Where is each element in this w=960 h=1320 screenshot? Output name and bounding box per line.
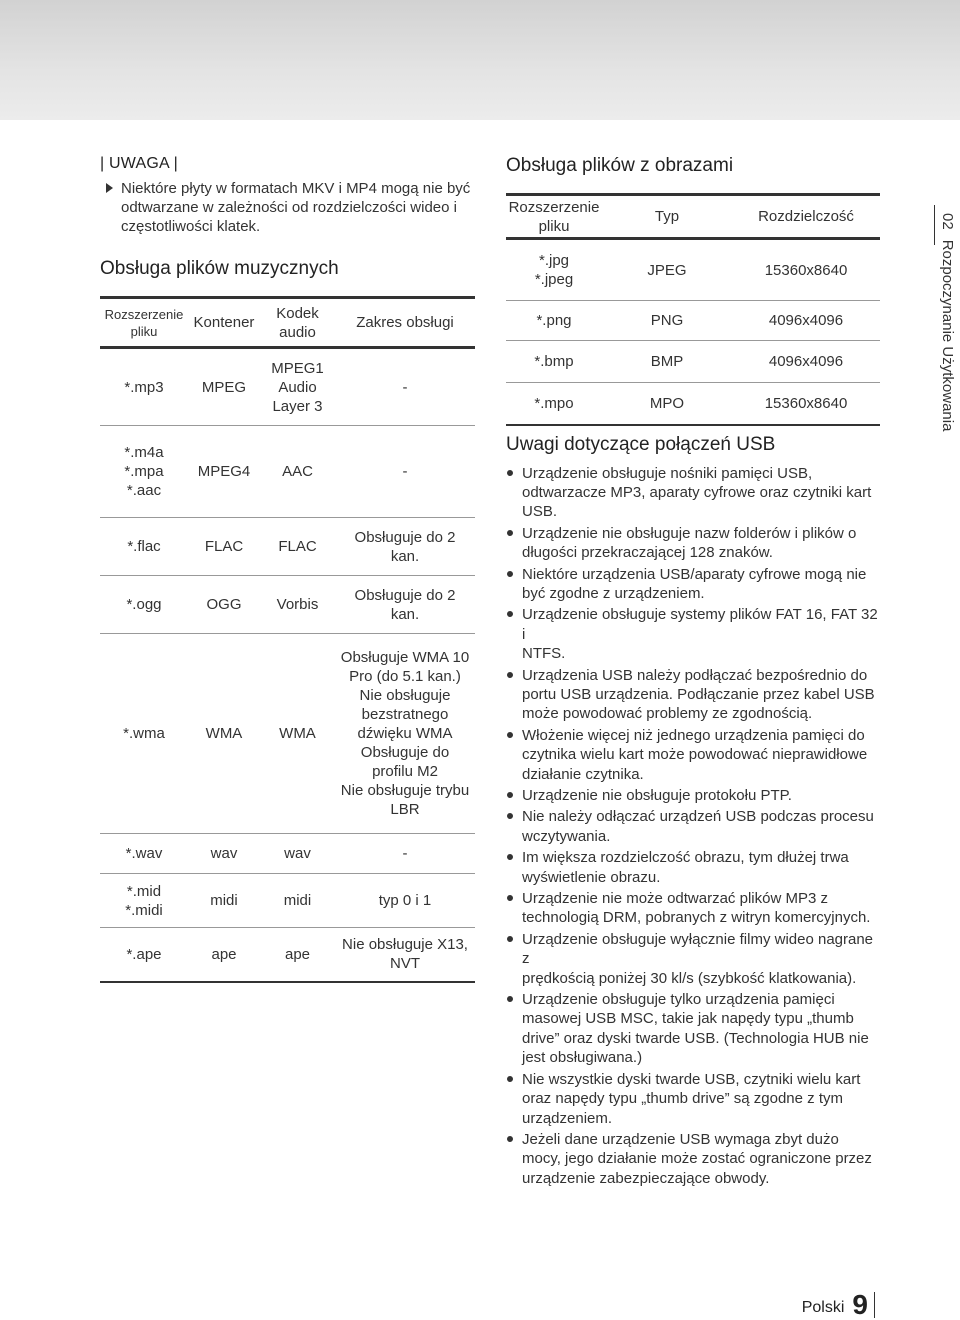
cell-extension-line: *.m4a: [124, 444, 164, 461]
usb-note-line: Nie należy odłączać urządzeń USB podczas procesu: [522, 808, 874, 826]
music-section-title: Obsługa plików muzycznych: [100, 258, 339, 279]
bullet-icon: [507, 895, 513, 901]
music-row: [100, 426, 475, 518]
cell-range: [335, 426, 475, 518]
side-label: [939, 213, 956, 431]
header-range: Zakres obsługi: [356, 314, 454, 331]
note-heading-text: UWAGA: [109, 155, 169, 172]
cell-range: [335, 576, 475, 634]
cell-container: WMA: [205, 725, 243, 742]
usb-note-line: długości przekraczającej 128 znaków.: [522, 544, 773, 562]
triangle-bullet-icon: [106, 183, 113, 193]
cell-extension: [100, 834, 188, 874]
usb-note-item: [506, 1130, 880, 1188]
note-line: Niektóre płyty w formatach MKV i MP4 mogą nie być: [121, 180, 471, 197]
cell-resolution: 15360x8640: [764, 261, 848, 279]
cell-codec-line: Audio: [278, 378, 317, 396]
bullet-icon: [507, 813, 513, 819]
cell-extension-line: *.ape: [126, 945, 162, 963]
music-table-header: [100, 298, 475, 348]
usb-note-line: masowej USB MSC, takie jak napędy typu „thumb: [522, 1010, 854, 1028]
header-text: Rozszerzenie: [508, 198, 600, 216]
bullet-icon: [507, 854, 513, 860]
cell-extension-line: *.mpo: [534, 394, 574, 412]
cell-range: [335, 928, 475, 982]
cell-resolution: 4096x4096: [768, 353, 844, 370]
usb-note-line: wczytywania.: [522, 827, 611, 845]
usb-note-line: Urządzenie nie może odtwarzać plików MP3 z: [522, 890, 828, 908]
right-column: [506, 155, 880, 1190]
cell-extension: [100, 348, 188, 426]
usb-note-item: [506, 786, 880, 805]
cell-codec: [260, 834, 335, 874]
image-table-header: [506, 195, 880, 239]
usb-note-item: [506, 1070, 880, 1128]
bullet-icon: [507, 672, 513, 678]
cell-range-line: NVT: [390, 955, 420, 973]
cell-extension-line: *.mp3: [124, 378, 164, 396]
cell-range-line: typ 0 i 1: [378, 892, 432, 909]
page-footer: [801, 1289, 875, 1320]
header-resolution: Rozdzielczość: [758, 208, 854, 225]
cell-extension: [100, 634, 188, 834]
chapter-title: Rozpoczynanie Użytkowania: [939, 239, 956, 432]
usb-note-item: [506, 848, 880, 887]
cell-range-line: kan.: [390, 605, 420, 623]
note-heading: | UWAGA |: [100, 155, 178, 172]
cell-range-line: dźwięku WMA: [357, 725, 453, 742]
header-text: pliku: [538, 217, 570, 235]
cell-resolution: 15360x8640: [764, 394, 848, 412]
usb-note-line: Urządzenie nie obsługuje nazw folderów i plików o: [522, 524, 857, 542]
usb-note-item: [506, 930, 880, 988]
cell-range-line: -: [402, 845, 408, 862]
usb-note-line: Jeżeli dane urządzenie USB wymaga zbyt dużo: [522, 1130, 839, 1148]
music-row: [100, 634, 475, 834]
usb-note-line: czytnika wielu kart może powodować nieprawidłowe: [522, 746, 868, 764]
image-row: [506, 239, 880, 301]
usb-note-line: wyświetlenie obrazu.: [522, 868, 661, 886]
cell-range-line: kan.: [390, 547, 420, 565]
cell-range-line: Nie obsługuje: [359, 687, 451, 704]
cell-codec-line: FLAC: [278, 538, 317, 555]
cell-container: midi: [210, 892, 238, 909]
cell-codec-line: MPEG1: [271, 359, 324, 377]
cell-range-line: Nie obsługuje trybu: [340, 782, 470, 799]
cell-codec-line: WMA: [279, 725, 316, 742]
usb-note-line: USB.: [522, 503, 558, 521]
usb-note-line: urządzeniem.: [522, 1109, 613, 1127]
header-extension: [506, 195, 602, 239]
music-row: [100, 928, 475, 982]
header-codec: [260, 298, 335, 348]
cell-codec: [260, 634, 335, 834]
header-extension: [100, 298, 188, 348]
image-row: [506, 383, 880, 425]
cell-extension: [100, 874, 188, 928]
cell-codec-line: midi: [283, 892, 312, 909]
cell-extension-line: *.flac: [127, 538, 161, 555]
cell-range-line: Pro (do 5.1 kan.): [349, 668, 461, 685]
cell-codec-line: Vorbis: [276, 596, 319, 613]
usb-note-line: może powodować problemy ze zgodnością.: [522, 705, 813, 723]
cell-range-line: -: [402, 378, 408, 396]
cell-range-line: -: [402, 463, 408, 480]
usb-note-line: działanie czytnika.: [522, 765, 644, 783]
chapter-side-tab: [920, 205, 960, 485]
cell-range: [335, 874, 475, 928]
header-text: Rozszerzenie: [104, 306, 184, 322]
usb-note-line: Urządzenie obsługuje nośniki pamięci USB,: [522, 464, 813, 482]
image-row: [506, 341, 880, 383]
side-divider: [934, 205, 935, 245]
note-text: [100, 179, 475, 236]
usb-note-line: Włożenie więcej niż jednego urządzenia pamięci do: [522, 726, 865, 744]
cell-extension-line: *.midi: [125, 901, 163, 919]
cell-range: [335, 348, 475, 426]
cell-codec-line: ape: [284, 945, 311, 963]
usb-note-line: Urządzenie nie obsługuje protokołu PTP.: [522, 787, 792, 804]
cell-range-line: Nie obsługuje X13,: [342, 936, 468, 954]
usb-note-item: [506, 807, 880, 846]
header-text: pliku: [130, 323, 158, 339]
music-row: [100, 874, 475, 928]
usb-note-line: Urządzenie obsługuje systemy plików FAT 16, FAT 32 i: [522, 606, 878, 643]
music-row: [100, 348, 475, 426]
cell-codec: [260, 874, 335, 928]
header-container: Kontener: [193, 314, 255, 331]
cell-extension-line: *.bmp: [534, 353, 574, 370]
usb-note-line: Urządzenie obsługuje wyłącznie filmy wideo nagrane z: [522, 930, 874, 968]
chapter-number: 02: [939, 213, 956, 230]
cell-container: MPEG: [201, 378, 247, 396]
cell-type: BMP: [650, 353, 684, 370]
music-row: [100, 518, 475, 576]
cell-resolution: 4096x4096: [768, 312, 844, 329]
bullet-icon: [507, 936, 513, 942]
cell-container: wav: [210, 845, 238, 862]
usb-note-item: [506, 565, 880, 604]
cell-container: MPEG4: [197, 463, 251, 480]
usb-note-line: mocy, jego działanie może zostać ograniczone przez: [522, 1150, 872, 1168]
bullet-icon: [507, 1136, 513, 1142]
usb-notes-list: [506, 464, 880, 1189]
cell-range-line: Obsługuje do: [360, 744, 450, 761]
cell-extension-line: *.wav: [125, 845, 163, 862]
usb-note-line: portu USB urządzenia. Podłączanie przez kabel USB: [522, 685, 875, 703]
music-row: [100, 576, 475, 634]
bullet-icon: [507, 732, 513, 738]
cell-range-line: LBR: [390, 801, 420, 818]
bullet-icon: [507, 470, 513, 476]
usb-note-line: Niektóre urządzenia USB/aparaty cyfrowe mogą nie: [522, 565, 867, 583]
cell-extension-line: *.mid: [126, 882, 162, 900]
cell-codec-line: Layer 3: [272, 397, 323, 415]
cell-extension: [506, 383, 602, 425]
usb-note-line: jest obsługiwana.): [522, 1049, 643, 1067]
cell-extension: [506, 301, 602, 341]
usb-note-item: [506, 464, 880, 522]
cell-codec: [260, 348, 335, 426]
cell-extension-line: *.jpeg: [534, 271, 574, 288]
footer-language: Polski: [801, 1299, 845, 1316]
cell-extension-line: *.mpa: [124, 463, 164, 480]
header-text: Kodek: [276, 304, 319, 322]
cell-extension: [100, 518, 188, 576]
usb-note-line: Urządzenia USB należy podłączać bezpośrednio do: [522, 666, 868, 684]
top-gradient-band: [0, 0, 960, 120]
usb-note-line: drive” oraz dyski twarde USB. (Technologia HUB nie: [522, 1029, 869, 1047]
cell-range: [335, 518, 475, 576]
page-number: 9: [852, 1289, 868, 1320]
cell-extension: [506, 341, 602, 383]
music-row: [100, 834, 475, 874]
usb-note-line: Im większa rozdzielczość obrazu, tym dłużej trwa: [522, 849, 849, 867]
usb-note-line: technologią DRM, pobranych z witryn komercyjnych.: [522, 909, 871, 927]
image-row: [506, 301, 880, 341]
cell-extension-line: *.wma: [123, 725, 165, 742]
cell-extension: [100, 426, 188, 518]
usb-note-line: prędkością poniżej 30 kl/s (szybkość klatkowania).: [522, 969, 857, 987]
usb-note-line: odtwarzacze MP3, aparaty cyfrowe oraz czytniki kart: [522, 483, 872, 501]
cell-extension: [100, 576, 188, 634]
bullet-icon: [507, 611, 513, 617]
note-line: częstotliwości klatek.: [121, 218, 261, 235]
cell-type: MPO: [649, 394, 685, 412]
cell-extension-line: *.png: [536, 312, 572, 329]
header-text: audio: [279, 323, 316, 341]
usb-note-line: urządzenie zabezpieczające obwody.: [522, 1169, 770, 1187]
cell-range: [335, 634, 475, 834]
image-format-table: [506, 193, 880, 426]
image-section-title: Obsługa plików z obrazami: [506, 155, 734, 176]
usb-note-item: [506, 666, 880, 724]
cell-extension-line: *.ogg: [126, 596, 162, 613]
note-line: odtwarzane w zależności od rozdzielczości wideo i: [121, 199, 457, 216]
bullet-icon: [507, 571, 513, 577]
bullet-icon: [507, 996, 513, 1002]
usb-note-item: [506, 726, 880, 784]
bullet-icon: [507, 792, 513, 798]
usb-note-line: być zgodne z urządzeniem.: [522, 584, 705, 602]
usb-note-line: oraz napędy typu „thumb drive” są zgodne z tym: [522, 1090, 843, 1108]
cell-codec-line: wav: [284, 845, 311, 862]
cell-range: [335, 834, 475, 874]
bullet-icon: [507, 530, 513, 536]
cell-container: ape: [211, 945, 237, 963]
cell-range-line: profilu M2: [372, 763, 438, 780]
cell-extension: [506, 239, 602, 301]
cell-extension-line: *.jpg: [538, 252, 570, 269]
bullet-icon: [507, 1076, 513, 1082]
cell-codec: [260, 928, 335, 982]
cell-extension-line: *.aac: [126, 482, 162, 499]
cell-type: JPEG: [647, 261, 687, 279]
usb-section-title: Uwagi dotyczące połączeń USB: [506, 433, 776, 455]
cell-codec: [260, 576, 335, 634]
usb-note-item: [506, 990, 880, 1068]
usb-note-line: NTFS.: [522, 645, 566, 663]
usb-note-item: [506, 889, 880, 928]
cell-codec-line: AAC: [282, 463, 313, 480]
header-type: Typ: [654, 208, 680, 225]
cell-range-line: Obsługuje do 2: [354, 528, 456, 546]
left-column: [100, 155, 475, 983]
usb-note-line: Nie wszystkie dyski twarde USB, czytniki wielu kart: [522, 1070, 861, 1088]
cell-codec: [260, 426, 335, 518]
footer-divider: [874, 1292, 875, 1318]
usb-note-item: [506, 524, 880, 563]
cell-range-line: Obsługuje do 2: [354, 586, 456, 604]
cell-container: OGG: [206, 596, 242, 613]
cell-type: PNG: [650, 312, 684, 329]
cell-codec: [260, 518, 335, 576]
cell-range-line: bezstratnego: [361, 706, 449, 723]
music-format-table: [100, 296, 475, 983]
cell-extension: [100, 928, 188, 982]
usb-note-line: Urządzenie obsługuje tylko urządzenia pamięci: [522, 991, 835, 1009]
usb-note-item: [506, 605, 880, 663]
cell-range-line: Obsługuje WMA 10: [340, 649, 470, 666]
cell-container: FLAC: [204, 538, 244, 555]
